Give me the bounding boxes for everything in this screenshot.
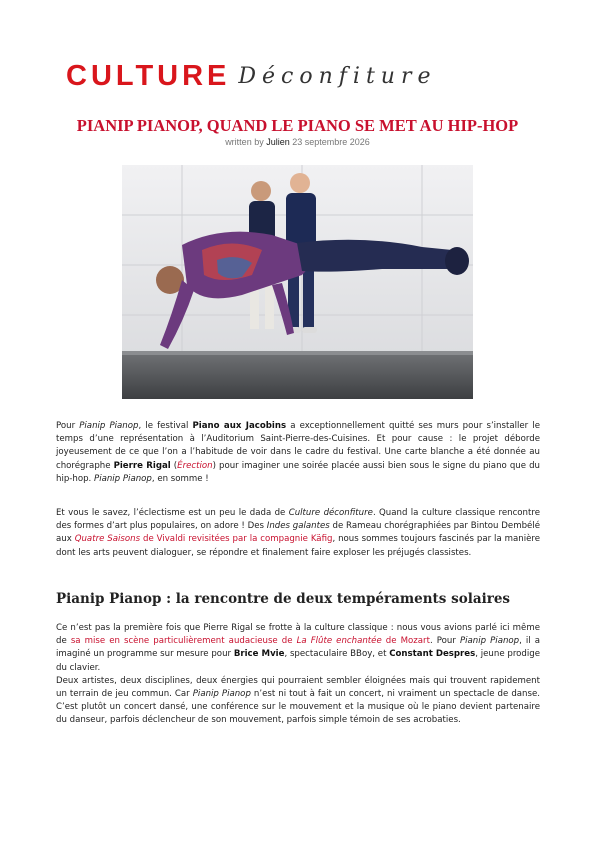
text-run-italic: Pianip Pianop	[192, 689, 251, 700]
text-run: Ce n’est pas la première fois que Pierre Rigal se frotte à la culture classique : nous vous avions parlé ici même de	[56, 623, 540, 647]
text-run-italic: Indes galantes	[266, 521, 330, 532]
logo-tagline: Déconfiture	[238, 64, 437, 89]
text-run: , le festival	[138, 421, 193, 431]
text-run: n’est ni tout à fait un concert, ni vraiment un spectacle de danse. C’est plutôt un concert dansé, une conférence sur le mouvement et la musique où le piano devient partenaire du danseur, parfois déclencheur de son mouvement, parfois simple témoin de ses acrobaties.	[56, 689, 540, 726]
logo-wordmark: CULTURE	[66, 60, 231, 92]
text-run: . Pour	[429, 636, 460, 647]
text-run: Deux artistes, deux disciplines, deux énergies qui pourraient sembler éloignées mais qui trouvent rapidement un terrain de jeu commun. Car	[56, 675, 540, 700]
text-run: , spectaculaire BBoy, et	[284, 649, 390, 660]
text-run: (	[170, 460, 178, 471]
text-run-bold: Constant Despres	[389, 649, 476, 660]
text-run-italic: Culture déconfiture	[288, 508, 373, 518]
text-run: sa mise en scène particulièrement audacieuse de	[70, 636, 297, 647]
text-run: de Vivaldi revisitées par la compagnie Käfig	[140, 534, 333, 545]
text-run: de Rameau chorégraphiées par Bintou Dembélé aux	[56, 521, 540, 545]
text-run: , en somme !	[151, 473, 209, 484]
byline-author-link[interactable]: Julien	[266, 137, 290, 147]
paragraph-rencontre	[56, 622, 540, 728]
site-logo[interactable]	[66, 60, 437, 96]
text-run-bold: Piano aux Jacobins	[192, 421, 287, 431]
article-hero-image	[122, 165, 473, 399]
text-run-bold: Brice Mvie	[233, 649, 285, 660]
text-run-italic: La Flûte enchantée	[296, 636, 382, 647]
text-run: Pour	[56, 421, 80, 431]
link-flute-enchantee[interactable]	[71, 636, 430, 646]
text-run: a exceptionnellement quitté ses murs pour s’installer le temps d’une représentation à l’Auditorium Saint-Pierre-des-Cuisines. Et pour cause : le projet déborde joyeusement de ce que l’on a l’habitude de voir dans le cadre du festival. Une carte blanche a été donnée au chorégraphe	[56, 421, 540, 471]
paragraph-eclectisme	[56, 507, 540, 560]
text-run-bold: Pierre Rigal	[113, 460, 171, 471]
article-byline	[30, 137, 565, 147]
text-run: Et vous le savez, l’éclectisme est un peu le dada de	[56, 508, 289, 518]
byline-date: 23 septembre 2026	[292, 137, 370, 147]
byline-prefix: written by	[225, 137, 264, 147]
text-run: , jeune prodige du clavier.	[56, 649, 541, 673]
link-erection[interactable]: Érection	[177, 460, 213, 471]
text-run-italic: Pianip Pianop	[94, 473, 152, 484]
paragraph-intro	[56, 420, 540, 486]
text-run: de Mozart	[381, 636, 430, 647]
text-run-italic: Pianip Pianop	[459, 636, 520, 647]
text-run: , il a imaginé un programme sur mesure pour	[56, 636, 541, 660]
text-run: , nous sommes toujours fascinés par la manière dont les arts peuvent dialoguer, se répondre et finalement faire exploser les préjugés classistes.	[56, 534, 541, 558]
article-title: PIANIP PIANOP, QUAND LE PIANO SE MET AU HIP-HOP	[76, 116, 519, 135]
text-run-italic: Pianip Pianop	[79, 421, 139, 431]
text-run: . Quand la culture classique rencontre des formes d’art plus populaires, on adore ! Des	[56, 508, 540, 532]
link-quatre-saisons-kafig[interactable]	[75, 534, 333, 544]
text-run-italic: Quatre Saisons	[74, 534, 141, 545]
section-heading: Pianip Pianop : la rencontre de deux tempéraments solaires	[56, 591, 511, 607]
text-run: ) pour imaginer une soirée placée aussi bien sous le signe du piano que du hip-hop.	[56, 460, 540, 484]
